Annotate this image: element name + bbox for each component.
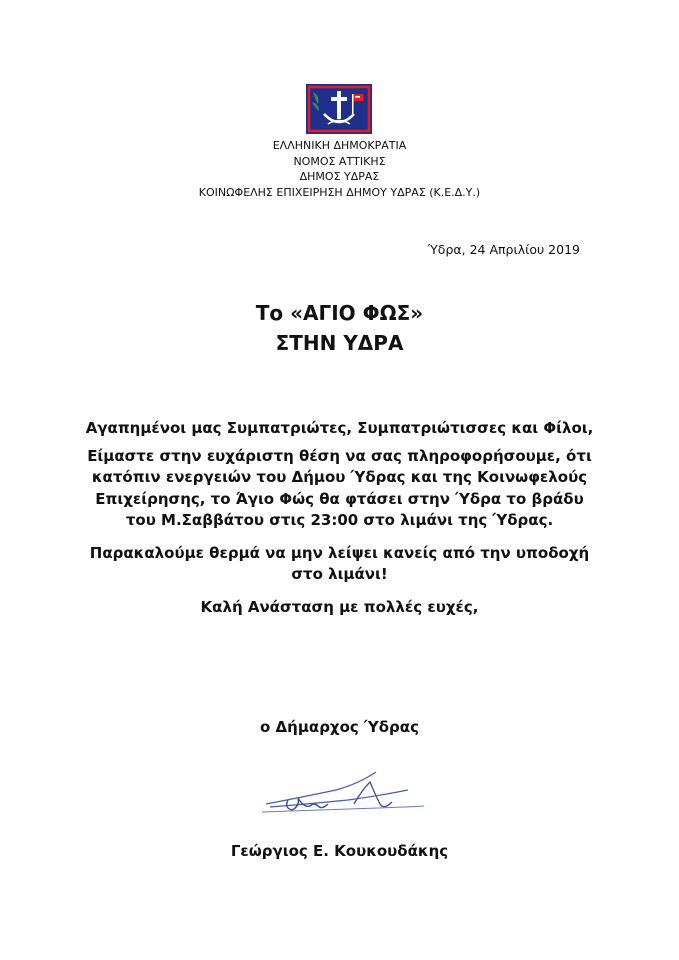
- invitation-paragraph: Παρακαλούμε θερμά να μην λείψει κανείς από την υποδοχή στο λιμάνι!: [89, 543, 590, 583]
- announcement-paragraph: Είμαστε στην ευχάριστη θέση να σας πληροφορήσουμε, ότι κατόπιν ενεργειών του Δήμου Ύδρας και της Κοινωφελούς Επιχείρησης, το Άγιο Φώς θα φτάσει στην Ύδρα το βράδυ του Μ.Σαββάτου στις 23:00 στο λιμάνι της Ύδρας.: [87, 446, 592, 529]
- handwritten-signature-icon: [258, 760, 428, 820]
- letterhead: [0, 138, 679, 200]
- document-date: Ύδρα, 24 Απριλίου 2019: [427, 242, 580, 257]
- letterhead-line-republic: ΕΛΛΗΝΙΚΗ ΔΗΜΟΚΡΑΤΙΑ: [272, 139, 407, 152]
- wishes-paragraph: Καλή Ανάσταση με πολλές ευχές,: [200, 597, 479, 616]
- letterhead-line-enterprise: ΚΟΙΝΩΦΕΛΗΣ ΕΠΙΧΕΙΡΗΣΗ ΔΗΜΟΥ ΥΔΡΑΣ (Κ.Ε.Δ.Υ.): [198, 185, 481, 199]
- document-title: [0, 298, 679, 358]
- letter-body: [80, 418, 599, 629]
- title-line-2: ΣΤΗΝ ΥΔΡΑ: [275, 331, 404, 355]
- letterhead-line-prefecture: ΝΟΜΟΣ ΑΤΤΙΚΗΣ: [293, 154, 386, 168]
- municipality-emblem-icon: [306, 84, 372, 134]
- title-line-1: Το «ΑΓΙΟ ΦΩΣ»: [255, 301, 424, 325]
- closing-title: ο Δήμαρχος Ύδρας: [260, 718, 419, 736]
- greeting: Αγαπημένοι μας Συμπατριώτες, Συμπατριώτισσες και Φίλοι,: [85, 419, 594, 437]
- letterhead-line-municipality: ΔΗΜΟΣ ΥΔΡΑΣ: [299, 170, 380, 183]
- signatory-name: Γεώργιος Ε. Κουκουδάκης: [230, 842, 449, 860]
